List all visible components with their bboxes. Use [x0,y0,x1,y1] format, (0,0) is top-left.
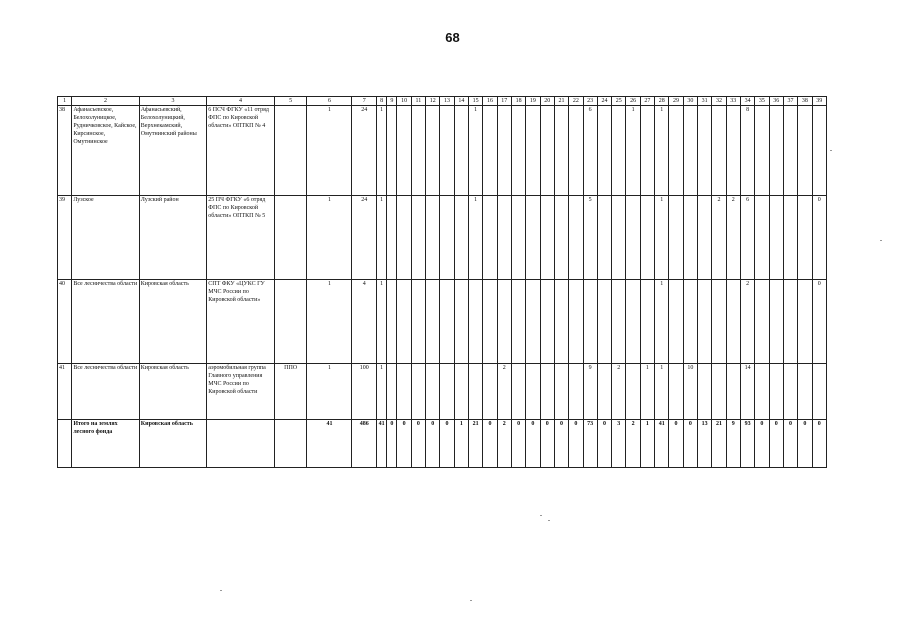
total-value-cell: 0 [426,420,440,468]
total-value-cell: 0 [511,420,525,468]
value-cell [812,364,827,420]
column-number: 1 [58,97,72,106]
total-value-cell: 0 [798,420,812,468]
total-value-cell: 0 [569,420,583,468]
value-cell [583,280,597,364]
total-value-cell: 73 [583,420,597,468]
value-cell [683,196,697,280]
value-cell [798,280,812,364]
value-cell [440,280,454,364]
scan-speck [220,590,222,591]
value-cell [440,106,454,196]
total-value-cell: 0 [411,420,425,468]
value-cell [440,364,454,420]
value-cell [640,196,654,280]
column-number: 3 [139,97,206,106]
value-cell [497,280,511,364]
value-cell [683,280,697,364]
value-cell [712,364,726,420]
value-cell [755,106,769,196]
value-cell [612,280,626,364]
forestries-cell: Все лесничества области [72,364,139,420]
column-number: 24 [597,97,611,106]
column-5-cell: ППО [274,364,307,420]
value-cell [726,106,740,196]
column-number: 20 [540,97,554,106]
value-cell [554,364,568,420]
value-cell [454,364,468,420]
value-cell [440,196,454,280]
value-cell [411,196,425,280]
value-cell [397,364,411,420]
value-cell [454,106,468,196]
column-number: 2 [72,97,139,106]
value-cell [569,196,583,280]
total-unit [207,420,274,468]
total-column-5 [274,420,307,468]
districts-cell: Кировская область [139,364,206,420]
scan-speck [540,515,542,516]
forestries-cell: Афанасьевское, Белохолуницкое, Рудничковское, Кайское, Кирсинское, Омутнинское [72,106,139,196]
value-cell [597,280,611,364]
column-number: 14 [454,97,468,106]
column-number: 22 [569,97,583,106]
scan-speck [548,520,550,521]
unit-cell: 25 ПЧ ФГКУ «6 отряд ФПС по Кировской области» ОПТКП № 5 [207,196,274,280]
value-cell [387,196,397,280]
value-cell: 1 [307,364,352,420]
total-value-cell: 2 [626,420,640,468]
column-number: 6 [307,97,352,106]
value-cell [540,364,554,420]
value-cell [511,280,525,364]
column-number: 27 [640,97,654,106]
column-number: 38 [798,97,812,106]
total-value-cell: 0 [683,420,697,468]
total-value-cell: 93 [740,420,754,468]
value-cell [669,364,683,420]
value-cell [540,106,554,196]
total-value-cell: 9 [726,420,740,468]
value-cell [640,280,654,364]
value-cell: 10 [683,364,697,420]
forestries-cell: Все лесничества области [72,280,139,364]
total-districts: Кировская область [139,420,206,468]
total-value-cell: 41 [377,420,387,468]
value-cell [798,196,812,280]
total-value-cell: 2 [497,420,511,468]
value-cell: 100 [352,364,377,420]
value-cell [554,280,568,364]
value-cell [626,280,640,364]
value-cell [626,196,640,280]
value-cell: 1 [655,106,669,196]
fire-resources-table [57,96,827,468]
total-value-cell: 0 [755,420,769,468]
value-cell: 1 [377,364,387,420]
value-cell [769,196,783,280]
value-cell: 24 [352,196,377,280]
value-cell: 24 [352,106,377,196]
value-cell [569,280,583,364]
value-cell [554,196,568,280]
value-cell [612,196,626,280]
value-cell [511,364,525,420]
column-number: 37 [783,97,797,106]
value-cell: 1 [307,196,352,280]
total-value-cell: 0 [554,420,568,468]
value-cell [769,280,783,364]
value-cell: 6 [583,106,597,196]
total-value-cell: 0 [440,420,454,468]
value-cell [483,106,497,196]
value-cell [640,106,654,196]
scan-speck [470,600,472,601]
value-cell [597,196,611,280]
column-number: 7 [352,97,377,106]
value-cell [497,196,511,280]
total-row [58,420,827,468]
total-value-cell: 41 [655,420,669,468]
value-cell [397,106,411,196]
value-cell: 2 [497,364,511,420]
value-cell: 0 [812,280,827,364]
districts-cell: Кировская область [139,280,206,364]
value-cell [426,196,440,280]
value-cell [397,196,411,280]
value-cell [783,280,797,364]
value-cell: 0 [812,196,827,280]
value-cell [812,106,827,196]
value-cell [483,280,497,364]
total-value-cell: 0 [669,420,683,468]
value-cell [712,280,726,364]
value-cell: 1 [640,364,654,420]
value-cell [683,106,697,196]
column-number: 34 [740,97,754,106]
districts-cell: Афанасьевский, Белохолуницкий, Верхнекамский, Омутнинский районы [139,106,206,196]
column-number: 15 [469,97,483,106]
value-cell [469,280,483,364]
value-cell: 1 [655,196,669,280]
value-cell [540,280,554,364]
value-cell [397,280,411,364]
column-number: 26 [626,97,640,106]
value-cell [483,196,497,280]
value-cell [669,196,683,280]
column-number: 23 [583,97,597,106]
total-value-cell: 21 [469,420,483,468]
value-cell [540,196,554,280]
value-cell [769,106,783,196]
value-cell [798,364,812,420]
value-cell [612,106,626,196]
column-number: 12 [426,97,440,106]
column-number: 32 [712,97,726,106]
column-number: 28 [655,97,669,106]
value-cell [698,364,712,420]
value-cell [454,280,468,364]
column-number: 19 [526,97,540,106]
value-cell [698,106,712,196]
total-value-cell: 0 [597,420,611,468]
value-cell [483,364,497,420]
total-label: Итого на землях лесного фонда [72,420,139,468]
value-cell [454,196,468,280]
value-cell [783,106,797,196]
column-number: 35 [755,97,769,106]
value-cell [569,106,583,196]
value-cell [511,106,525,196]
value-cell [698,280,712,364]
unit-cell: 6 ПСЧ ФГКУ «11 отряд ФПС по Кировской области» ОПТКП № 4 [207,106,274,196]
column-number: 36 [769,97,783,106]
value-cell: 9 [583,364,597,420]
unit-cell: аэромобильная группа Главного управления МЧС России по Кировской области [207,364,274,420]
total-value-cell: 0 [783,420,797,468]
column-number: 31 [698,97,712,106]
value-cell [626,364,640,420]
value-cell [597,106,611,196]
column-number: 11 [411,97,425,106]
scan-speck [880,240,882,241]
value-cell [726,364,740,420]
value-cell: 1 [626,106,640,196]
value-cell [669,280,683,364]
total-value-cell: 0 [769,420,783,468]
value-cell [783,196,797,280]
value-cell [411,280,425,364]
column-5-cell [274,280,307,364]
value-cell [755,364,769,420]
value-cell [469,364,483,420]
value-cell [426,364,440,420]
row-number: 41 [58,364,72,420]
column-number: 8 [377,97,387,106]
value-cell [726,280,740,364]
table-row [58,196,827,280]
total-value-cell: 0 [387,420,397,468]
value-cell [554,106,568,196]
row-number: 40 [58,280,72,364]
value-cell [597,364,611,420]
column-number: 18 [511,97,525,106]
column-number: 9 [387,97,397,106]
value-cell: 1 [469,196,483,280]
total-number-cell [58,420,72,468]
value-cell: 2 [712,196,726,280]
column-number: 4 [207,97,274,106]
total-value-cell: 41 [307,420,352,468]
value-cell [798,106,812,196]
value-cell [387,106,397,196]
value-cell [526,364,540,420]
table-row [58,364,827,420]
value-cell: 1 [307,280,352,364]
column-number: 21 [554,97,568,106]
total-value-cell: 1 [454,420,468,468]
value-cell: 1 [655,364,669,420]
column-number: 13 [440,97,454,106]
value-cell [769,364,783,420]
value-cell [411,364,425,420]
column-number: 33 [726,97,740,106]
value-cell [387,280,397,364]
value-cell [698,196,712,280]
value-cell: 2 [740,280,754,364]
value-cell [511,196,525,280]
total-value-cell: 0 [540,420,554,468]
total-value-cell: 0 [812,420,827,468]
value-cell [387,364,397,420]
column-number: 16 [483,97,497,106]
page-number: 68 [445,30,460,45]
total-value-cell: 486 [352,420,377,468]
value-cell [526,196,540,280]
value-cell: 1 [377,106,387,196]
value-cell [526,280,540,364]
column-number: 29 [669,97,683,106]
scan-speck [830,150,832,151]
column-number: 30 [683,97,697,106]
value-cell: 6 [740,196,754,280]
total-value-cell: 0 [483,420,497,468]
value-cell [411,106,425,196]
total-value-cell: 0 [526,420,540,468]
column-number: 10 [397,97,411,106]
total-value-cell: 3 [612,420,626,468]
total-value-cell: 13 [698,420,712,468]
total-value-cell: 21 [712,420,726,468]
value-cell: 1 [377,280,387,364]
value-cell: 1 [377,196,387,280]
value-cell: 1 [469,106,483,196]
forestries-cell: Лузское [72,196,139,280]
value-cell [669,106,683,196]
value-cell [497,106,511,196]
value-cell [526,106,540,196]
value-cell [755,196,769,280]
row-number: 38 [58,106,72,196]
districts-cell: Лузский район [139,196,206,280]
value-cell [426,106,440,196]
value-cell: 2 [726,196,740,280]
column-number-row [58,97,827,106]
value-cell [755,280,769,364]
value-cell [783,364,797,420]
total-value-cell: 1 [640,420,654,468]
unit-cell: СПТ ФКУ «ЦУКС ГУ МЧС России по Кировской области» [207,280,274,364]
value-cell [712,106,726,196]
total-value-cell: 0 [397,420,411,468]
column-5-cell [274,106,307,196]
row-number: 39 [58,196,72,280]
value-cell: 1 [655,280,669,364]
value-cell [569,364,583,420]
table-row [58,280,827,364]
value-cell: 2 [612,364,626,420]
column-5-cell [274,196,307,280]
value-cell: 14 [740,364,754,420]
value-cell: 4 [352,280,377,364]
value-cell: 1 [307,106,352,196]
column-number: 25 [612,97,626,106]
column-number: 5 [274,97,307,106]
value-cell [426,280,440,364]
table-row [58,106,827,196]
column-number: 39 [812,97,827,106]
value-cell: 5 [583,196,597,280]
value-cell: 8 [740,106,754,196]
column-number: 17 [497,97,511,106]
